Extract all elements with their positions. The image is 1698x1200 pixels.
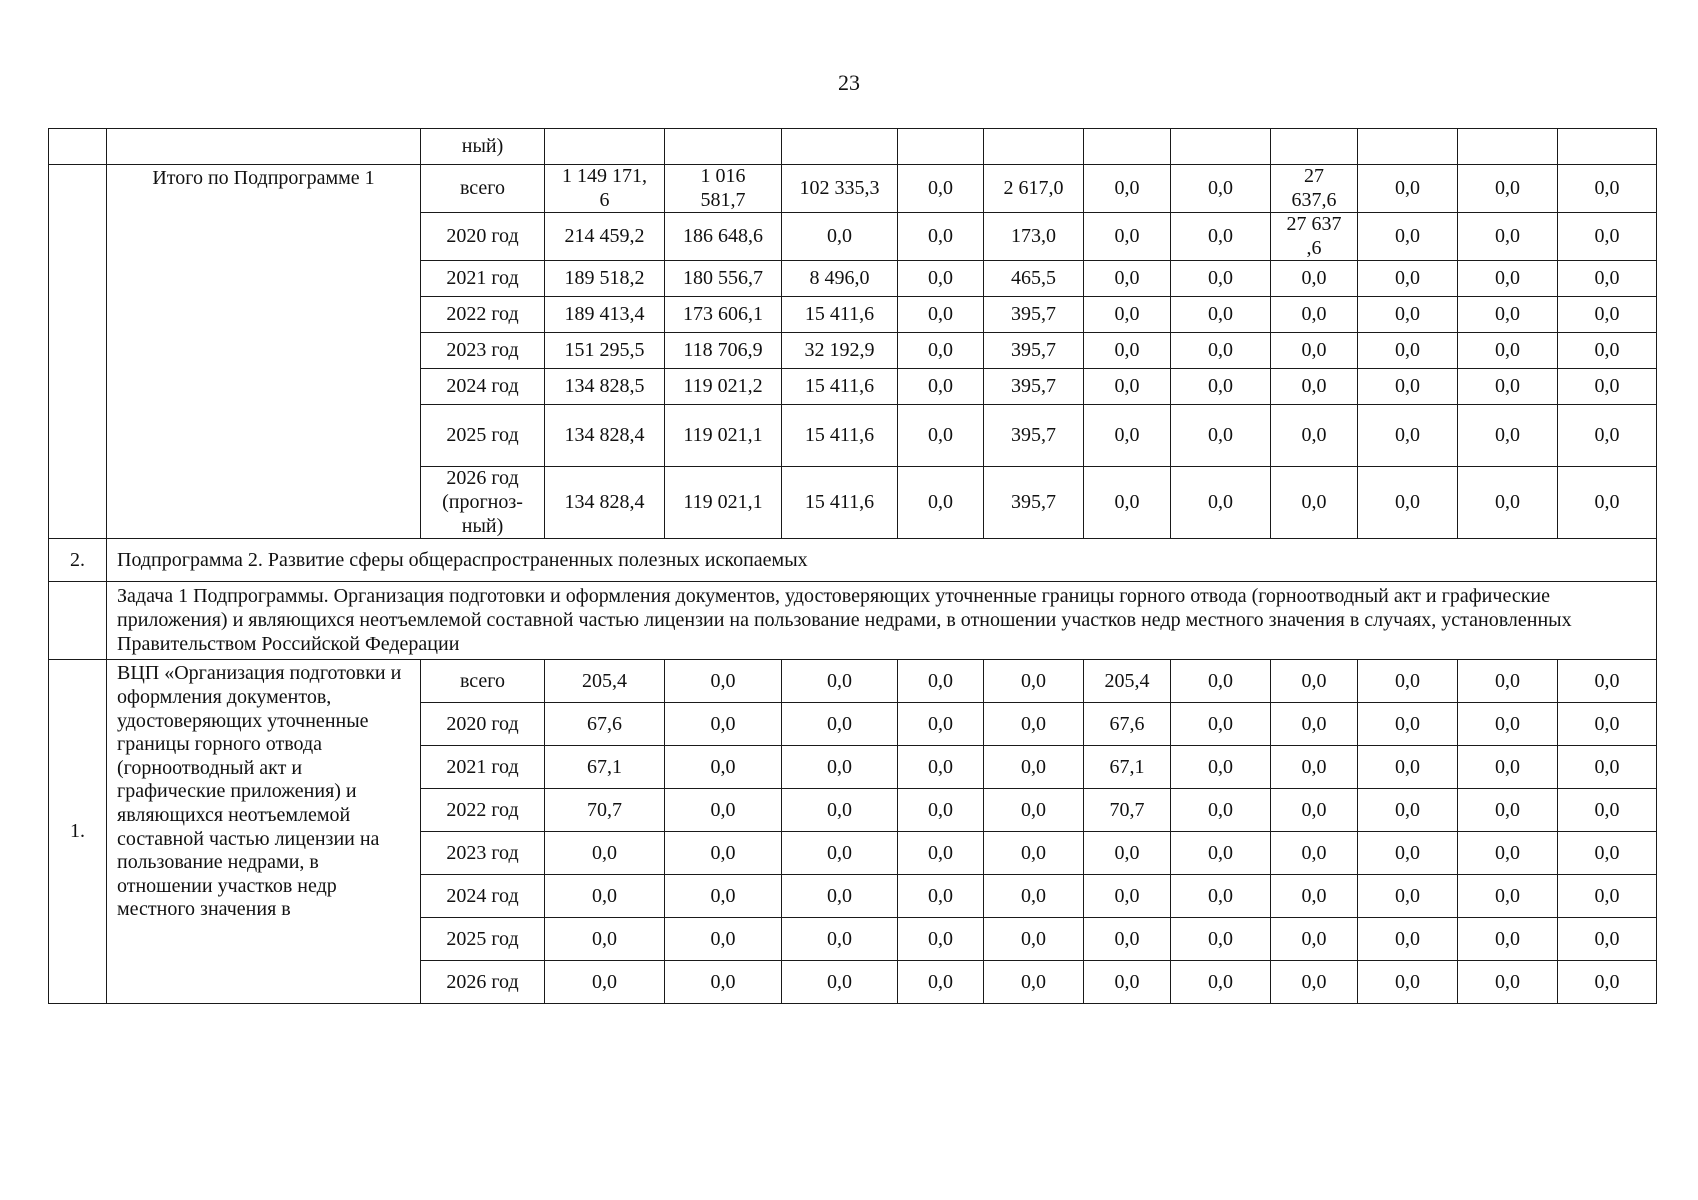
value-cell: 0,0: [1558, 746, 1657, 789]
value-cell: 0,0: [1558, 832, 1657, 875]
row-number-cell: [49, 582, 107, 660]
value-cell: 0,0: [782, 703, 898, 746]
value-cell: 189 413,4: [545, 297, 665, 333]
value-cell: [665, 129, 782, 165]
value-cell: 0,0: [1171, 746, 1271, 789]
value-cell: 0,0: [898, 213, 984, 261]
value-cell: 67,6: [1084, 703, 1171, 746]
task-row: [49, 582, 1657, 660]
value-cell: 0,0: [1458, 660, 1558, 703]
value-cell: 0,0: [1271, 333, 1358, 369]
value-cell: 0,0: [984, 703, 1084, 746]
value-cell: 0,0: [1271, 746, 1358, 789]
value-cell: 0,0: [1558, 165, 1657, 213]
value-cell: 0,0: [1358, 261, 1458, 297]
value-cell: 0,0: [898, 875, 984, 918]
value-cell: 0,0: [1171, 213, 1271, 261]
value-cell: 0,0: [1084, 918, 1171, 961]
value-cell: 0,0: [1358, 746, 1458, 789]
value-cell: 0,0: [898, 333, 984, 369]
period-cell: 2023 год: [421, 832, 545, 875]
value-cell: 0,0: [1558, 660, 1657, 703]
row-number-cell: 1.: [49, 660, 107, 1004]
value-cell: 0,0: [1271, 405, 1358, 467]
value-cell: [984, 129, 1084, 165]
value-cell: 1 149 171, 6: [545, 165, 665, 213]
period-cell: 2021 год: [421, 261, 545, 297]
value-cell: 15 411,6: [782, 369, 898, 405]
value-cell: 0,0: [1171, 703, 1271, 746]
value-cell: 32 192,9: [782, 333, 898, 369]
value-cell: 0,0: [1558, 261, 1657, 297]
value-cell: 0,0: [1271, 297, 1358, 333]
value-cell: 119 021,1: [665, 405, 782, 467]
value-cell: 0,0: [782, 918, 898, 961]
value-cell: 119 021,2: [665, 369, 782, 405]
value-cell: 0,0: [1458, 703, 1558, 746]
value-cell: 0,0: [1084, 261, 1171, 297]
value-cell: 0,0: [898, 961, 984, 1004]
value-cell: 0,0: [898, 832, 984, 875]
value-cell: 0,0: [898, 746, 984, 789]
value-cell: 0,0: [898, 918, 984, 961]
value-cell: 0,0: [898, 369, 984, 405]
value-cell: 0,0: [1084, 875, 1171, 918]
value-cell: 0,0: [665, 875, 782, 918]
value-cell: 0,0: [1358, 213, 1458, 261]
value-cell: 0,0: [782, 213, 898, 261]
value-cell: 15 411,6: [782, 405, 898, 467]
value-cell: [1358, 129, 1458, 165]
value-cell: 134 828,5: [545, 369, 665, 405]
value-cell: 180 556,7: [665, 261, 782, 297]
value-cell: 0,0: [665, 961, 782, 1004]
value-cell: 0,0: [1558, 789, 1657, 832]
value-cell: 0,0: [1271, 703, 1358, 746]
value-cell: 0,0: [665, 660, 782, 703]
value-cell: 0,0: [1358, 467, 1458, 539]
value-cell: 0,0: [1084, 333, 1171, 369]
value-cell: 0,0: [1358, 961, 1458, 1004]
value-cell: 0,0: [1084, 467, 1171, 539]
value-cell: 0,0: [984, 789, 1084, 832]
period-cell: 2025 год: [421, 918, 545, 961]
value-cell: 0,0: [1271, 832, 1358, 875]
value-cell: 0,0: [782, 746, 898, 789]
value-cell: 0,0: [545, 875, 665, 918]
value-cell: 8 496,0: [782, 261, 898, 297]
row-number-cell: 2.: [49, 539, 107, 582]
value-cell: 0,0: [1458, 405, 1558, 467]
period-cell: 2022 год: [421, 789, 545, 832]
period-cell: 2024 год: [421, 875, 545, 918]
value-cell: 395,7: [984, 297, 1084, 333]
value-cell: [1171, 129, 1271, 165]
period-cell: 2024 год: [421, 369, 545, 405]
value-cell: 395,7: [984, 467, 1084, 539]
period-cell: всего: [421, 165, 545, 213]
value-cell: 0,0: [1558, 405, 1657, 467]
value-cell: 0,0: [984, 746, 1084, 789]
value-cell: 0,0: [1458, 832, 1558, 875]
value-cell: 15 411,6: [782, 467, 898, 539]
value-cell: 0,0: [782, 660, 898, 703]
row-number-cell: [49, 129, 107, 165]
value-cell: 0,0: [1171, 789, 1271, 832]
table-row: [49, 129, 1657, 165]
value-cell: 0,0: [898, 405, 984, 467]
value-cell: [782, 129, 898, 165]
value-cell: 0,0: [1458, 467, 1558, 539]
value-cell: 0,0: [1458, 297, 1558, 333]
value-cell: 0,0: [545, 832, 665, 875]
page-number: 23: [838, 70, 860, 95]
value-cell: 0,0: [1358, 405, 1458, 467]
value-cell: 0,0: [1171, 875, 1271, 918]
value-cell: 0,0: [1458, 789, 1558, 832]
value-cell: 27 637,6: [1271, 165, 1358, 213]
value-cell: 0,0: [1358, 789, 1458, 832]
value-cell: 0,0: [665, 789, 782, 832]
value-cell: 0,0: [782, 961, 898, 1004]
value-cell: 27 637 ,6: [1271, 213, 1358, 261]
value-cell: 102 335,3: [782, 165, 898, 213]
value-cell: 0,0: [1271, 789, 1358, 832]
value-cell: 0,0: [1171, 369, 1271, 405]
value-cell: 1 016 581,7: [665, 165, 782, 213]
value-cell: 0,0: [1084, 297, 1171, 333]
value-cell: 0,0: [898, 261, 984, 297]
value-cell: 0,0: [1458, 333, 1558, 369]
value-cell: 134 828,4: [545, 467, 665, 539]
period-cell: всего: [421, 660, 545, 703]
period-cell: 2022 год: [421, 297, 545, 333]
value-cell: 0,0: [1358, 165, 1458, 213]
value-cell: 0,0: [665, 918, 782, 961]
value-cell: [898, 129, 984, 165]
value-cell: 0,0: [1171, 467, 1271, 539]
value-cell: 0,0: [782, 875, 898, 918]
value-cell: 0,0: [1171, 918, 1271, 961]
value-cell: 0,0: [1271, 961, 1358, 1004]
value-cell: 0,0: [1358, 297, 1458, 333]
value-cell: 0,0: [1271, 918, 1358, 961]
value-cell: 0,0: [1458, 875, 1558, 918]
value-cell: 205,4: [545, 660, 665, 703]
value-cell: 0,0: [545, 918, 665, 961]
value-cell: 0,0: [898, 297, 984, 333]
value-cell: 0,0: [1171, 261, 1271, 297]
value-cell: 0,0: [1358, 333, 1458, 369]
value-cell: 0,0: [984, 961, 1084, 1004]
value-cell: 0,0: [1458, 213, 1558, 261]
value-cell: 0,0: [1458, 369, 1558, 405]
table-row: [49, 165, 1657, 213]
name-cell: [107, 129, 421, 165]
period-cell: 2026 год: [421, 961, 545, 1004]
subprogram-title: Подпрограмма 2. Развитие сферы общераспространенных полезных ископаемых: [107, 539, 1657, 582]
period-cell: 2021 год: [421, 746, 545, 789]
budget-table: [48, 128, 1657, 1004]
vcp-label: ВЦП «Организация подготовки и оформления документов, удостоверяющих уточненные границы горного отвода (горноотводный акт и графические приложения) и являющихся неотъемлемой составной частью лицензии на пользование недрами, в отношении участков недр местного значения в: [107, 660, 421, 1004]
value-cell: 0,0: [1358, 832, 1458, 875]
period-cell: 2025 год: [421, 405, 545, 467]
row-number-cell: [49, 165, 107, 539]
value-cell: 0,0: [1171, 297, 1271, 333]
value-cell: 0,0: [1084, 213, 1171, 261]
period-cell: 2026 год (прогноз- ный): [421, 467, 545, 539]
value-cell: 0,0: [1084, 832, 1171, 875]
value-cell: 0,0: [1084, 165, 1171, 213]
value-cell: 214 459,2: [545, 213, 665, 261]
value-cell: 0,0: [1458, 961, 1558, 1004]
subprogram-total-label: Итого по Подпрограмме 1: [107, 165, 421, 539]
value-cell: 0,0: [782, 789, 898, 832]
value-cell: 0,0: [1558, 297, 1657, 333]
value-cell: 70,7: [1084, 789, 1171, 832]
value-cell: 0,0: [1558, 369, 1657, 405]
value-cell: 0,0: [1271, 261, 1358, 297]
value-cell: 0,0: [1558, 213, 1657, 261]
value-cell: 0,0: [898, 789, 984, 832]
value-cell: 173 606,1: [665, 297, 782, 333]
value-cell: 67,1: [545, 746, 665, 789]
value-cell: [1458, 129, 1558, 165]
value-cell: 0,0: [898, 703, 984, 746]
value-cell: 186 648,6: [665, 213, 782, 261]
value-cell: 0,0: [1458, 261, 1558, 297]
value-cell: 0,0: [1358, 369, 1458, 405]
value-cell: 0,0: [1271, 369, 1358, 405]
period-cell: 2023 год: [421, 333, 545, 369]
value-cell: [1084, 129, 1171, 165]
value-cell: 0,0: [665, 746, 782, 789]
value-cell: 0,0: [1171, 832, 1271, 875]
value-cell: 119 021,1: [665, 467, 782, 539]
value-cell: 0,0: [984, 875, 1084, 918]
value-cell: 0,0: [1084, 961, 1171, 1004]
value-cell: 0,0: [1358, 875, 1458, 918]
value-cell: 0,0: [898, 660, 984, 703]
value-cell: 0,0: [1171, 961, 1271, 1004]
value-cell: 151 295,5: [545, 333, 665, 369]
subprogram-title-row: [49, 539, 1657, 582]
value-cell: 395,7: [984, 369, 1084, 405]
value-cell: 0,0: [1558, 703, 1657, 746]
value-cell: 0,0: [665, 703, 782, 746]
value-cell: 205,4: [1084, 660, 1171, 703]
value-cell: 0,0: [1171, 333, 1271, 369]
value-cell: 0,0: [1558, 918, 1657, 961]
value-cell: 0,0: [1084, 369, 1171, 405]
value-cell: 0,0: [1271, 467, 1358, 539]
value-cell: [545, 129, 665, 165]
value-cell: 0,0: [1558, 467, 1657, 539]
value-cell: 0,0: [984, 918, 1084, 961]
value-cell: 0,0: [984, 660, 1084, 703]
value-cell: 0,0: [1171, 165, 1271, 213]
period-cell: ный): [421, 129, 545, 165]
value-cell: 70,7: [545, 789, 665, 832]
value-cell: 0,0: [984, 832, 1084, 875]
value-cell: 0,0: [1458, 918, 1558, 961]
value-cell: 395,7: [984, 333, 1084, 369]
value-cell: 0,0: [1358, 703, 1458, 746]
value-cell: 118 706,9: [665, 333, 782, 369]
value-cell: 0,0: [1358, 660, 1458, 703]
value-cell: 0,0: [665, 832, 782, 875]
value-cell: 0,0: [1171, 660, 1271, 703]
value-cell: 0,0: [1271, 875, 1358, 918]
value-cell: 0,0: [1558, 333, 1657, 369]
value-cell: 134 828,4: [545, 405, 665, 467]
value-cell: 189 518,2: [545, 261, 665, 297]
value-cell: 67,1: [1084, 746, 1171, 789]
value-cell: 0,0: [1558, 875, 1657, 918]
value-cell: 465,5: [984, 261, 1084, 297]
value-cell: 0,0: [1271, 660, 1358, 703]
value-cell: 2 617,0: [984, 165, 1084, 213]
value-cell: 173,0: [984, 213, 1084, 261]
value-cell: 0,0: [898, 165, 984, 213]
table-row: [49, 660, 1657, 703]
value-cell: 0,0: [1084, 405, 1171, 467]
period-cell: 2020 год: [421, 703, 545, 746]
value-cell: 0,0: [1358, 918, 1458, 961]
value-cell: 0,0: [1458, 165, 1558, 213]
value-cell: 0,0: [1171, 405, 1271, 467]
value-cell: 395,7: [984, 405, 1084, 467]
value-cell: [1271, 129, 1358, 165]
value-cell: 0,0: [545, 961, 665, 1004]
period-cell: 2020 год: [421, 213, 545, 261]
task-text: Задача 1 Подпрограммы. Организация подготовки и оформления документов, удостоверяющих уточненные границы горного отвода (горноотводный акт и графические приложения) и являющихся неотъемлемой составной частью лицензии на пользование недрами, в отношении участков недр местного значения в случаях, установленных Правительством Российской Федерации: [107, 582, 1657, 660]
value-cell: 0,0: [898, 467, 984, 539]
value-cell: 15 411,6: [782, 297, 898, 333]
value-cell: 0,0: [782, 832, 898, 875]
value-cell: 67,6: [545, 703, 665, 746]
value-cell: 0,0: [1458, 746, 1558, 789]
value-cell: 0,0: [1558, 961, 1657, 1004]
value-cell: [1558, 129, 1657, 165]
